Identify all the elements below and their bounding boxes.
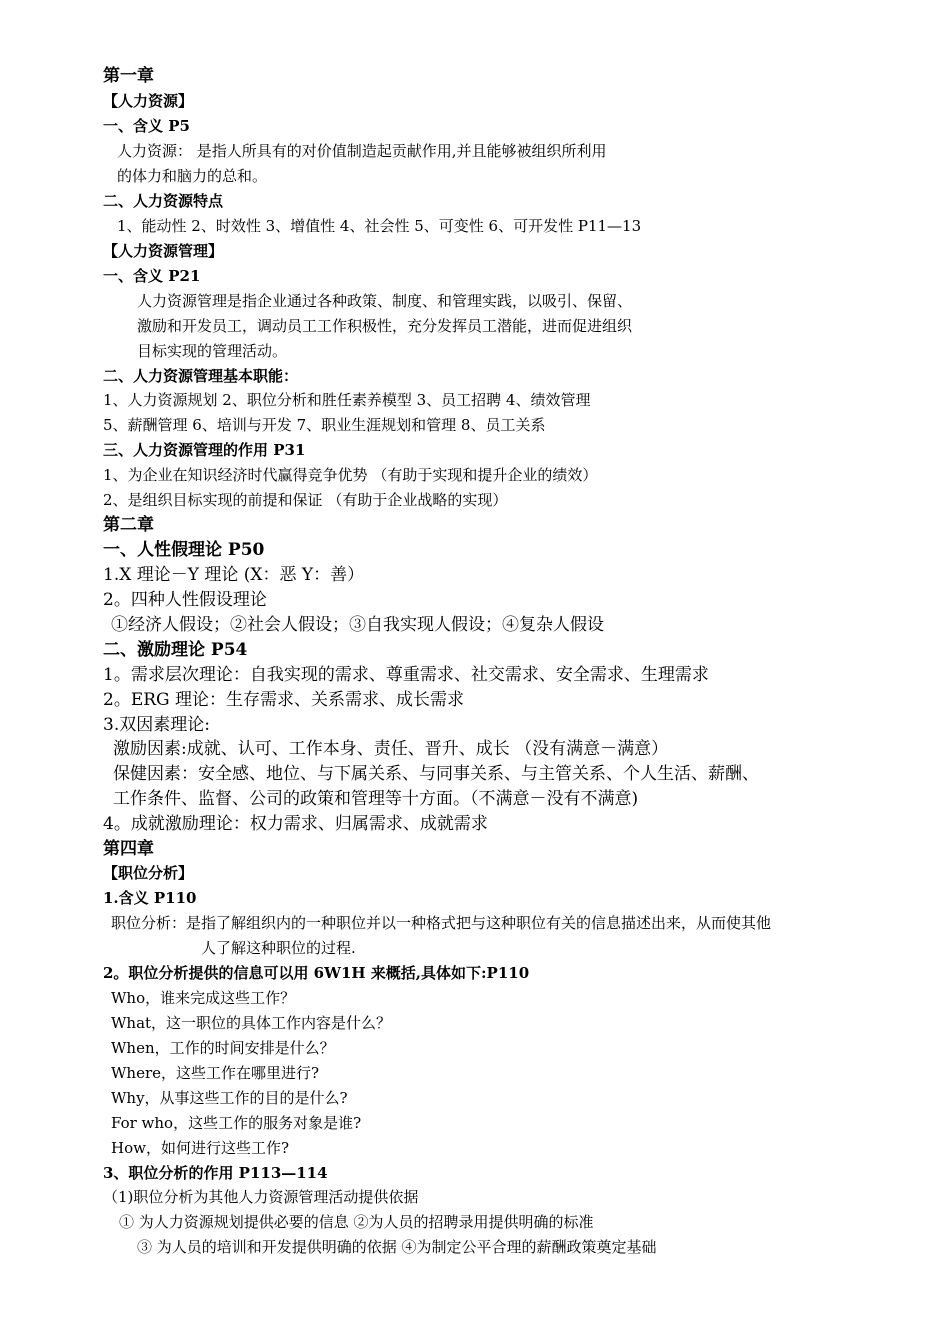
paragraph-line: 2。ERG 理论：生存需求、关系需求、成长需求: [103, 690, 465, 710]
paragraph-line: ①经济人假设；②社会人假设；③自我实现人假设；④复杂人假设: [111, 615, 604, 635]
paragraph-line: 1、能动性 2、时效性 3、增值性 4、社会性 5、可变性 6、可开发性 P11—13: [117, 217, 642, 235]
list-item: Why，从事这些工作的目的是什么?: [111, 1089, 348, 1107]
paragraph-line: 激励因素:成就、认可、工作本身、责任、晋升、成长 （没有满意－满意）: [113, 739, 669, 759]
subheading-motivation: 二、激励理论 P54: [103, 640, 248, 660]
paragraph-line: （1)职位分析为其他人力资源管理活动提供依据: [103, 1188, 419, 1206]
subheading-human-nature: 一、人性假理论 P50: [103, 540, 265, 560]
subheading-definition: 1.含义 P110: [103, 889, 197, 907]
paragraph-line: 2。四种人性假设理论: [103, 590, 267, 610]
list-item: Who，谁来完成这些工作？: [111, 989, 296, 1007]
subheading-functions: 二、人力资源管理基本职能：: [103, 367, 299, 385]
paragraph-line: 的体力和脑力的总和。: [117, 167, 268, 185]
section-heading-job-analysis: 【职位分析】: [103, 864, 194, 882]
subheading-features: 二、人力资源特点: [103, 192, 224, 210]
paragraph-line: 1。需求层次理论：自我实现的需求、尊重需求、社交需求、安全需求、生理需求: [103, 665, 709, 685]
subheading-job-analysis-role: 3、职位分析的作用 P113—114: [103, 1164, 328, 1182]
subheading-definition: 一、含义 P5: [103, 117, 190, 135]
paragraph-line: 2、是组织目标实现的前提和保证 （有助于企业战略的实现）: [103, 491, 508, 509]
paragraph-line: 3.双因素理论:: [103, 715, 210, 735]
paragraph-line: 人力资源管理是指企业通过各种政策、制度、和管理实践，以吸引、保留、: [137, 292, 633, 310]
subheading-definition: 一、含义 P21: [103, 267, 201, 285]
chapter-4-heading: 第四章: [103, 839, 154, 859]
chapter-1-heading: 第一章: [103, 66, 154, 86]
list-item: What，这一职位的具体工作内容是什么？: [111, 1014, 392, 1032]
subheading-6w1h: 2。职位分析提供的信息可以用 6W1H 来概括,具体如下:P110: [103, 964, 530, 982]
paragraph-line: 1、人力资源规划 2、职位分析和胜任素养模型 3、员工招聘 4、绩效管理: [103, 391, 591, 409]
list-item: ③ 为人员的培训和开发提供明确的依据 ④为制定公平合理的薪酬政策奠定基础: [137, 1238, 657, 1256]
paragraph-line: 工作条件、监督、公司的政策和管理等十方面。（不满意－没有不满意): [113, 789, 639, 809]
list-item: For who，这些工作的服务对象是谁?: [111, 1114, 362, 1132]
paragraph-line: 人力资源： 是指人所具有的对价值制造起贡献作用,并且能够被组织所利用: [117, 142, 607, 160]
paragraph-line: 1、为企业在知识经济时代赢得竞争优势 （有助于实现和提升企业的绩效）: [103, 466, 598, 484]
subheading-role: 三、人力资源管理的作用 P31: [103, 441, 306, 459]
paragraph-line: 职位分析：是指了解组织内的一种职位并以一种格式把与这种职位有关的信息描述出来，从而使其他: [111, 914, 772, 932]
list-item: Where，这些工作在哪里进行?: [111, 1064, 320, 1082]
paragraph-line: 激励和开发员工，调动员工工作积极性，充分发挥员工潜能，进而促进组织: [137, 317, 633, 335]
paragraph-line: 目标实现的管理活动。: [137, 342, 288, 360]
paragraph-line: 1.X 理论－Y 理论 (X：恶 Y：善）: [103, 565, 365, 585]
list-item: When，工作的时间安排是什么？: [111, 1039, 335, 1057]
paragraph-line: 保健因素：安全感、地位、与下属关系、与同事关系、与主管关系、个人生活、薪酬、: [113, 764, 759, 784]
paragraph-line: 4。成就激励理论：权力需求、归属需求、成就需求: [103, 814, 488, 834]
paragraph-line: 5、薪酬管理 6、培训与开发 7、职业生涯规划和管理 8、员工关系: [103, 416, 546, 434]
section-heading-hrm: 【人力资源管理】: [103, 242, 224, 260]
chapter-2-heading: 第二章: [103, 515, 154, 535]
list-item: How，如何进行这些工作?: [111, 1139, 289, 1157]
list-item: ① 为人力资源规划提供必要的信息 ②为人员的招聘录用提供明确的标准: [119, 1213, 594, 1231]
section-heading-human-resources: 【人力资源】: [103, 92, 194, 110]
paragraph-line: 人了解这种职位的过程.: [201, 939, 356, 957]
